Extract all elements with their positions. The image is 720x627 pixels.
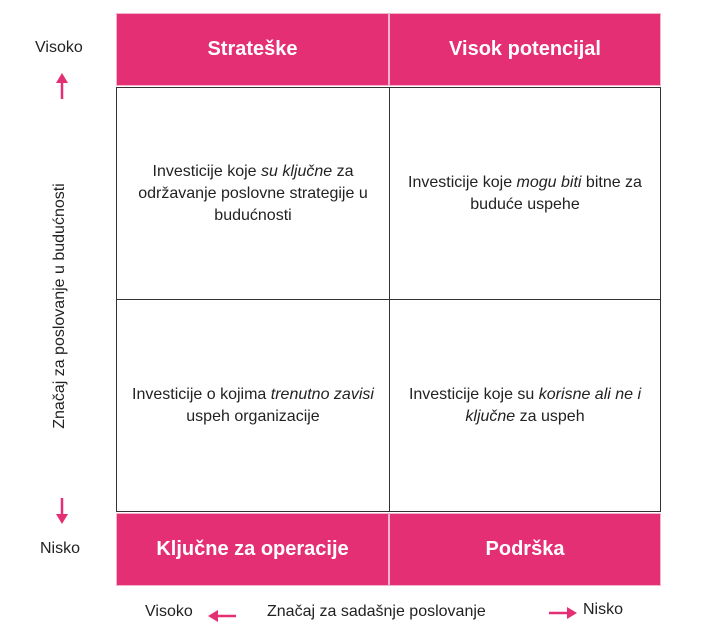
x-axis-high-label: Visoko (145, 603, 193, 620)
quadrant-bottom-left (116, 299, 390, 512)
quadrant-top-left-text: Investicije koje su ključne za održavanje poslovne strategije u budućnosti (138, 162, 368, 224)
arrow-left-icon (207, 609, 237, 623)
header-kljucne-za-operacije (116, 513, 389, 586)
quadrant-top-left (116, 87, 390, 300)
header-visok-potencijal-label: Visok potencijal (449, 38, 601, 60)
quadrant-bottom-right-text: Investicije koje su korisne ali ne i ključne za uspeh (408, 385, 642, 425)
header-podrska-label: Podrška (485, 538, 565, 560)
header-kljucne-label: Ključne za operacije (156, 538, 349, 560)
header-strateske-label: Strateške (207, 38, 298, 60)
arrow-up-icon (55, 72, 69, 100)
y-axis-high-label: Visoko (35, 39, 83, 56)
y-axis-low-label: Nisko (40, 540, 81, 557)
x-axis-title: Značaj za sadašnje poslovanje (267, 603, 486, 620)
quadrant-bottom-right (389, 299, 661, 512)
header-visok-potencijal (389, 13, 661, 86)
arrow-right-icon (548, 606, 578, 620)
header-podrska (389, 513, 661, 586)
quadrant-top-right (389, 87, 661, 300)
x-axis-low-label: Nisko (583, 601, 624, 618)
quadrant-bottom-left-text: Investicije o kojima trenutno zavisi uspeh organizacije (132, 385, 374, 425)
y-axis-title: Značaj za poslovanje u budućnosti (51, 183, 68, 429)
quadrant-top-right-text: Investicije koje mogu biti bitne za buduće uspehe (408, 173, 642, 213)
arrow-down-icon (55, 497, 69, 525)
header-strateske (116, 13, 389, 86)
